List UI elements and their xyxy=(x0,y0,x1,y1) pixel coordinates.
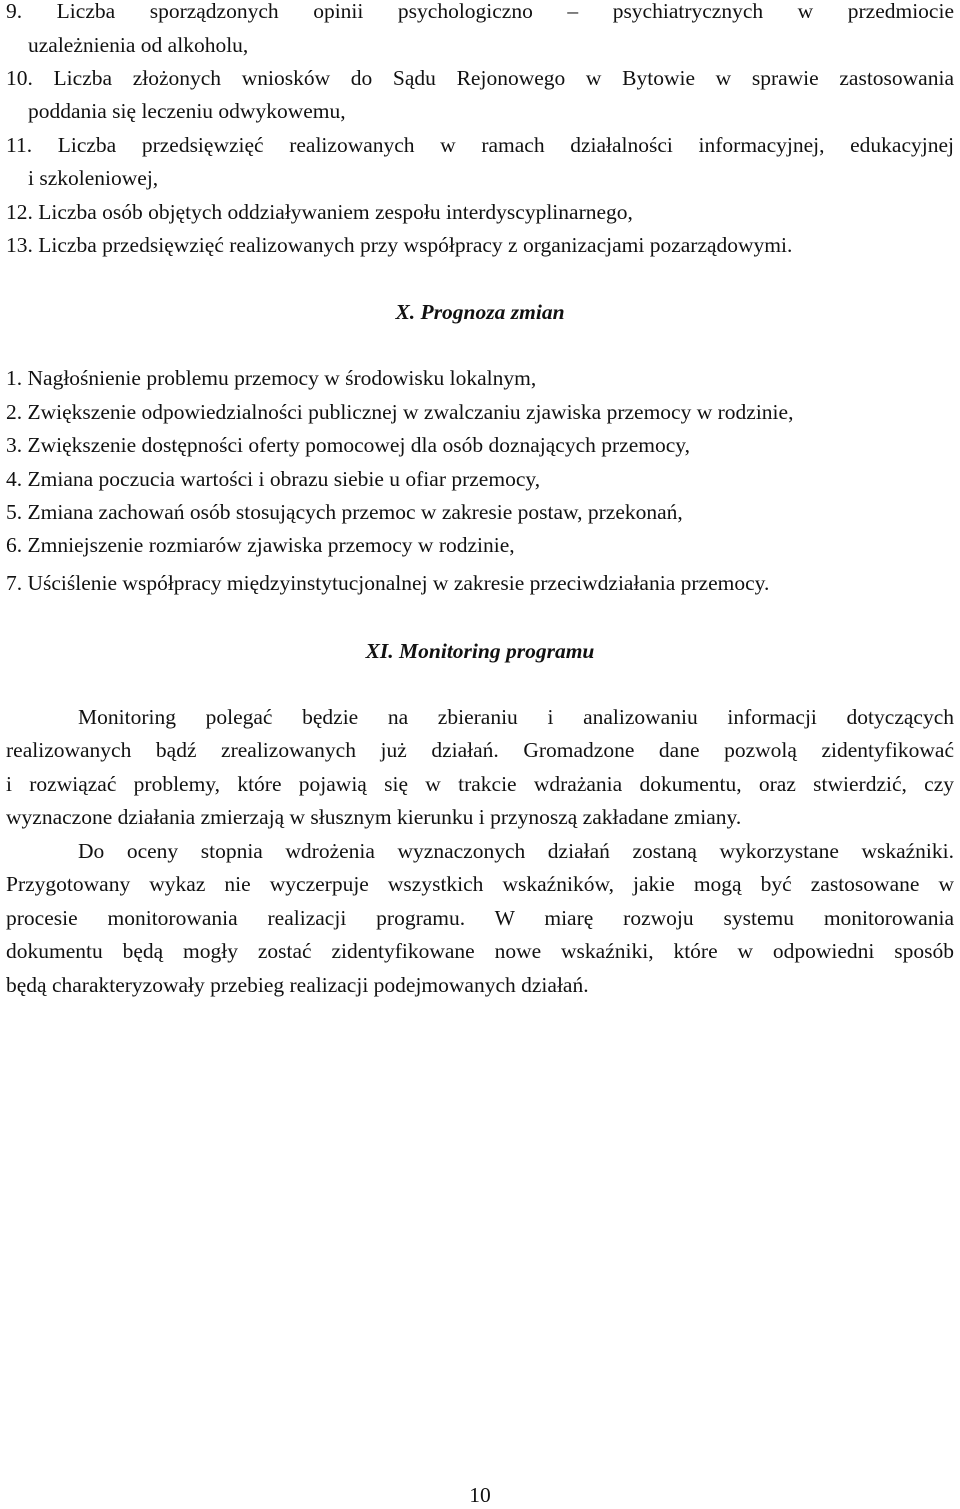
list-item-13: 13. Liczba przedsięwzięć realizowanych przy współpracy z organizacjami pozarządowymi. xyxy=(6,233,793,257)
list-item-10-line-2: poddania się leczeniu odwykowemu, xyxy=(28,99,346,123)
paragraph-2-line-5: będą charakteryzowały przebieg realizacji podejmowanych działań. xyxy=(6,973,589,997)
section-x-item-6: 6. Zmniejszenie rozmiarów zjawiska przemocy w rodzinie, xyxy=(6,533,515,557)
paragraph-2-line-3: procesie monitorowania realizacji programu. W miarę rozwoju systemu monitorowania xyxy=(6,906,954,930)
section-x-item-7: 7. Uściślenie współpracy międzyinstytucjonalnej w zakresie przeciwdziałania przemocy. xyxy=(6,571,770,595)
paragraph-1-line-2: realizowanych bądź zrealizowanych już działań. Gromadzone dane pozwolą zidentyfikować xyxy=(6,738,954,762)
list-item-10-line-1: 10. Liczba złożonych wniosków do Sądu Rejonowego w Bytowie w sprawie zastosowania xyxy=(6,66,954,90)
section-x-item-4: 4. Zmiana poczucia wartości i obrazu siebie u ofiar przemocy, xyxy=(6,467,541,491)
paragraph-1-line-3: i rozwiązać problemy, które pojawią się w trakcie wdrażania dokumentu, oraz stwierdzić, czy xyxy=(6,772,954,796)
section-x-item-5: 5. Zmiana zachowań osób stosujących przemoc w zakresie postaw, przekonań, xyxy=(6,500,683,524)
paragraph-2-line-2: Przygotowany wykaz nie wyczerpuje wszystkich wskaźników, jakie mogą być zastosowane w xyxy=(6,872,954,896)
page-number: 10 xyxy=(469,1483,491,1507)
section-x-title: X. Prognoza zmian xyxy=(395,300,565,324)
section-xi-title: XI. Monitoring programu xyxy=(365,639,595,663)
list-item-11-line-1: 11. Liczba przedsięwzięć realizowanych w ramach działalności informacyjnej, edukacyjnej xyxy=(6,133,954,157)
list-item-9-line-1: 9. Liczba sporządzonych opinii psychologiczno – psychiatrycznych w przedmiocie xyxy=(6,0,954,23)
paragraph-2-line-4: dokumentu będą mogły zostać zidentyfikowane nowe wskaźniki, które w odpowiedni sposób xyxy=(6,939,954,963)
paragraph-1-line-1: Monitoring polegać będzie na zbieraniu i analizowaniu informacji dotyczących xyxy=(78,705,954,729)
paragraph-2-line-1: Do oceny stopnia wdrożenia wyznaczonych działań zostaną wykorzystane wskaźniki. xyxy=(78,839,954,863)
section-x-item-1: 1. Nagłośnienie problemu przemocy w środowisku lokalnym, xyxy=(6,366,537,390)
section-x-item-3: 3. Zwiększenie dostępności oferty pomocowej dla osób doznających przemocy, xyxy=(6,433,690,457)
list-item-11-line-2: i szkoleniowej, xyxy=(28,166,159,190)
list-item-12: 12. Liczba osób objętych oddziaływaniem zespołu interdyscyplinarnego, xyxy=(6,200,633,224)
section-x-item-2: 2. Zwiększenie odpowiedzialności publicznej w zwalczaniu zjawiska przemocy w rodzinie, xyxy=(6,400,794,424)
paragraph-1-line-4: wyznaczone działania zmierzają w słusznym kierunku i przynoszą zakładane zmiany. xyxy=(6,805,742,829)
list-item-9-line-2: uzależnienia od alkoholu, xyxy=(28,33,249,57)
